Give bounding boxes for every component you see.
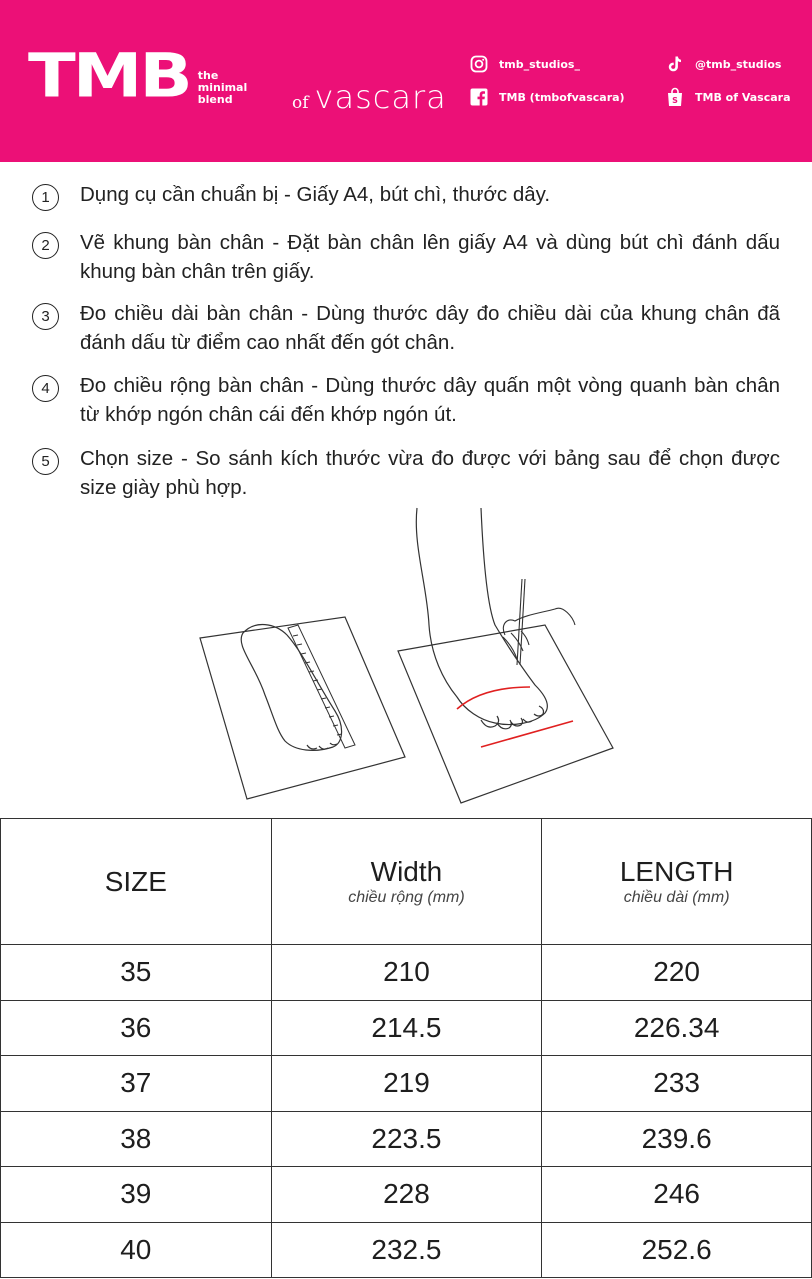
measurement-marks [457,687,573,747]
logo-text: TMB [28,40,190,112]
social-tiktok[interactable] [665,54,781,74]
size-chart-table [0,818,812,1278]
step-text: Đo chiều rộng bàn chân - Dùng thước dây quấn một vòng quanh bàn chân từ khớp ngón chân cái đến khớp ngón út. [80,374,780,426]
table-header-row [1,819,812,945]
header-size: SIZE [1,819,272,945]
cell-width: 219 [271,1056,542,1112]
table-row [1,1056,812,1112]
cell-length: 246 [542,1167,812,1223]
social-facebook[interactable] [469,87,625,107]
step-text: Vẽ khung bàn chân - Đặt bàn chân lên giấy A4 và dùng bút chì đánh dấu khung bàn chân trên giấy. [80,231,780,283]
cell-size: 40 [1,1222,272,1278]
step-number: 4 [32,375,59,402]
header-width: Width chiều rộng (mm) [271,819,542,945]
cell-length: 239.6 [542,1111,812,1167]
cell-size: 37 [1,1056,272,1112]
cell-width: 228 [271,1167,542,1223]
cell-length: 226.34 [542,1000,812,1056]
ruler-illustration [288,625,355,748]
step-number: 5 [32,448,59,475]
table-row [1,1111,812,1167]
cell-width: 214.5 [271,1000,542,1056]
step-text: Chọn size - So sánh kích thước vừa đo được với bảng sau để chọn được size giày phù hợp. [80,447,780,499]
foot-measurement-illustration [195,505,625,807]
tagline-line: blend [197,93,233,106]
hand-pencil-illustration [503,579,575,665]
facebook-icon [469,87,489,107]
paper-foot-illustration [398,508,613,803]
header-length: LENGTH chiều dài (mm) [542,819,812,945]
tmb-logo [28,40,248,112]
step-4 [32,371,782,429]
cell-size: 38 [1,1111,272,1167]
tiktok-icon [665,54,685,74]
social-label: TMB (tmbofvascara) [499,90,625,104]
tagline-line: minimal [197,81,248,94]
table-row [1,1000,812,1056]
logo-tagline [198,70,248,106]
cell-length: 233 [542,1056,812,1112]
svg-text:S: S [672,96,678,105]
table-row [1,1222,812,1278]
step-text: Dụng cụ cần chuẩn bị - Giấy A4, bút chì, thước dây. [80,183,551,206]
cell-length: 220 [542,945,812,1001]
step-text: Đo chiều dài bàn chân - Dùng thước dây đo chiều dài của khung chân đã đánh dấu từ điểm cao nhất đến gót chân. [80,302,780,354]
social-shopee[interactable] [665,87,791,107]
step-3 [32,299,782,357]
brand-header [0,0,812,162]
vascara-text: vascara [314,78,447,116]
of-text: of [292,93,309,113]
instagram-icon [469,54,489,74]
social-label: tmb_studios_ [499,57,580,71]
tagline-line: the [197,69,219,82]
cell-size: 39 [1,1167,272,1223]
partner-logo [292,78,447,116]
shopee-icon [665,87,685,107]
step-5 [32,444,782,502]
step-number: 1 [32,184,59,211]
cell-width: 232.5 [271,1222,542,1278]
social-label: TMB of Vascara [695,90,791,104]
cell-size: 35 [1,945,272,1001]
step-number: 2 [32,232,59,259]
cell-width: 210 [271,945,542,1001]
step-2 [32,228,782,286]
cell-length: 252.6 [542,1222,812,1278]
cell-size: 36 [1,1000,272,1056]
paper-outline-illustration [200,617,405,799]
step-number: 3 [32,303,59,330]
cell-width: 223.5 [271,1111,542,1167]
table-row [1,945,812,1001]
step-1 [32,180,782,211]
table-row [1,1167,812,1223]
social-label: @tmb_studios [695,57,782,71]
social-instagram[interactable] [469,54,580,74]
